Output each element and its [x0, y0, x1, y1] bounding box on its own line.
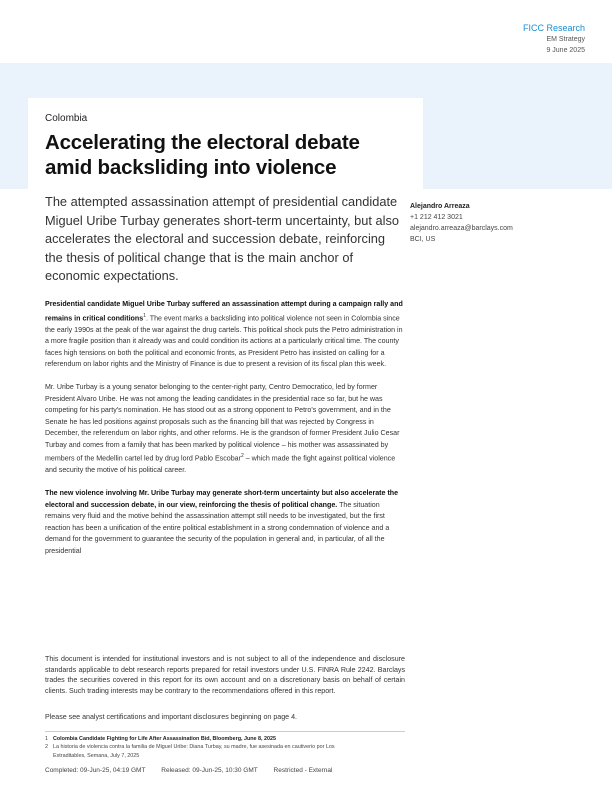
certifications-note: Please see analyst certifications and important disclosures beginning on page 4. [45, 713, 297, 721]
paragraph-1-text: . The event marks a backsliding into political violence not seen in Colombia since the early 1990s at the peak of the war against the drug cartels. This political shock puts the Petro administration in a more fragile position than it already was and could condition its actions at a particularly critical time. The county faces high tensions on both the political and economic fronts, as President Petro has insisted on calling for a referendum on labor rights and the Ministry of Finance is due to present a revision of its fiscal plan this week. [45, 313, 403, 369]
paragraph-2-text-b: – which made the fight against political violence and security the motive of his political career. [45, 454, 396, 475]
footnotes [45, 735, 415, 760]
author-block [410, 201, 590, 245]
author-name: Alejandro Arreaza [410, 203, 470, 210]
footnote-2 [45, 743, 415, 751]
paragraph-1 [45, 299, 405, 371]
report-header [523, 22, 585, 56]
country-label: Colombia [45, 113, 88, 124]
paragraph-3 [45, 488, 405, 558]
released-timestamp: Released: 09-Jun-25, 10:30 GMT [161, 767, 258, 774]
title-line-1: Accelerating the electoral debate [45, 131, 360, 154]
disclaimer: This document is intended for institutional investors and is not subject to all of the independence and disclosure standards applicable to debt research reports prepared for retail investors under U.S. FINRA Rule 2242. Barclays trades the securities covered in this report for its own account and on a discretionary basis on behalf of certain clients. Such trading interests may be contrary to the recommendations offered in this report. [45, 655, 405, 695]
completed-timestamp: Completed: 09-Jun-25, 04:19 GMT [45, 767, 146, 774]
page-title [45, 130, 415, 180]
footnote-ref-1[interactable]: 1 [143, 312, 146, 319]
footnote-1-text: Colombia Candidate Fighting for Life After Assassination Bid, Bloomberg, June 8, 2025 [53, 736, 277, 742]
title-line-2: amid backsliding into violence [45, 156, 337, 179]
footnote-1-number: 1 [45, 736, 48, 742]
footnote-divider [45, 731, 405, 732]
author-entity: BCI, US [410, 236, 436, 243]
paragraph-2 [45, 382, 405, 477]
section-name: EM Strategy [546, 36, 585, 43]
author-phone: +1 212 412 3021 [410, 214, 463, 221]
article-body [45, 299, 405, 569]
paragraph-3-lead: The new violence involving Mr. Uribe Turbay may generate short-term uncertainty but also accelerate the electoral and succession debate, in our view, reinforcing the thesis of political change. [45, 489, 399, 509]
lead-paragraph: The attempted assassination attempt of presidential candidate Miguel Uribe Turbay generates short-term uncertainty, but also accelerates the electoral and succession debate, reinforcing the thesis of political change that is the main anchor of economic expectations. [45, 194, 399, 283]
footnote-1 [45, 735, 415, 743]
distribution-label: Restricted - External [273, 767, 333, 774]
footnote-ref-2[interactable]: 2 [240, 453, 244, 460]
brand-name: FICC Research [522, 23, 585, 33]
status-bar [45, 767, 425, 774]
author-email[interactable]: alejandro.arreaza@barclays.com [410, 225, 513, 232]
report-date: 9 June 2025 [546, 47, 585, 54]
footnote-2-continued: Extraditables, Semana, July 7, 2025 [53, 752, 140, 759]
paragraph-3-text: The situation remains very fluid and the motive behind the assassination attempt still needs to be investigated, but the first reaction has been a unification of the entire political establishment in a strong condemnation of violence and a demand for the government to guarantee the security of the population in general and, in particular, of all the presidential [45, 500, 390, 555]
paragraph-1-lead: Presidential candidate Miguel Uribe Turbay suffered an assassination attempt during a campaign rally and remains in critical conditions [45, 300, 403, 322]
footnote-2-text-a: La historia de violencia contra la familia de Miguel Uribe: Diana Turbay, su madre, fue asesinada en cautiverio por Los [53, 744, 335, 751]
footnote-2-number: 2 [45, 744, 48, 751]
paragraph-2-text-a: Mr. Uribe Turbay is a young senator belonging to the center-right party, Centro Democratico, led by former President Alvaro Uribe. He was not among the leading candidates in the presidential race so far, but he was competing for his party's nomination. He has stood out as a strong opponent to Petro's government, and in the Senate he has led positions against proposals such as the financing bill that was rejected by Congress in December, the referendum on labor rights, and other reforms. He is the grandson of former President Julio Cesar Turbay and comes from a family that has been marked by political violence – his mother was assassinated by members of the Medellin cartel led by drug lord Pablo Escobar [45, 382, 400, 463]
